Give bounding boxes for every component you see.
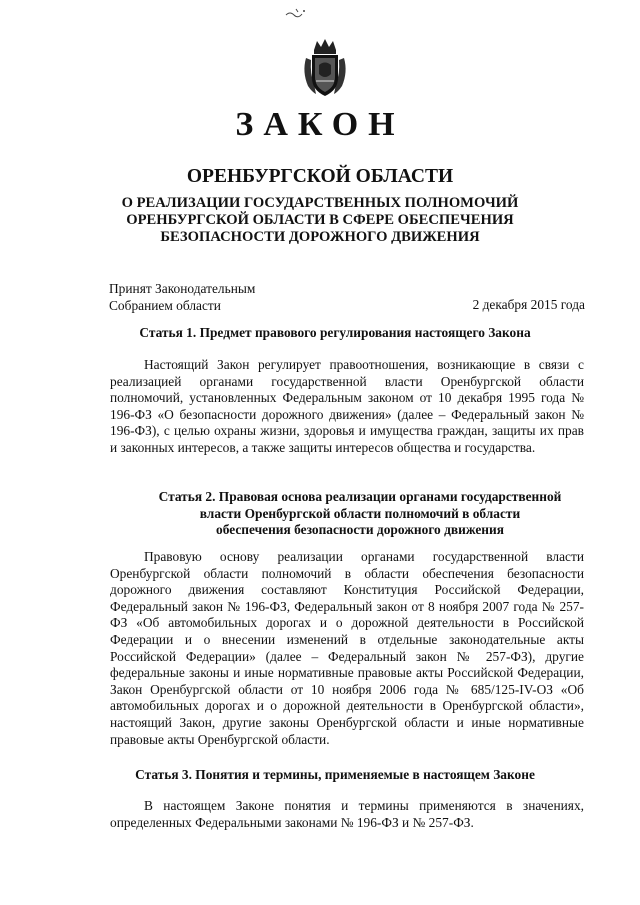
adopted-line: Собранием области bbox=[109, 298, 221, 313]
article-2-heading-line: власти Оренбургской области полномочий в области bbox=[199, 505, 521, 521]
article-2-heading bbox=[130, 489, 590, 539]
scan-mark-icon bbox=[284, 6, 308, 20]
article-1-heading: Статья 1. Предмет правового регулирования настоящего Закона bbox=[139, 325, 531, 340]
law-title: ЗАКОН bbox=[235, 106, 405, 143]
subtitle-line: О РЕАЛИЗАЦИИ ГОСУДАРСТВЕННЫХ ПОЛНОМОЧИЙ bbox=[121, 195, 519, 211]
subtitle-line: ОРЕНБУРГСКОЙ ОБЛАСТИ В СФЕРЕ ОБЕСПЕЧЕНИЯ bbox=[126, 212, 514, 228]
article-2-text: Правовую основу реализации органами государственной власти Оренбургской области полномочий в области обеспечения безопасности дорожного движения составляют Конституция Российской Федерации, Федеральный закон № 196-ФЗ, Федеральный закон от 8 ноября 2007 года № 257-ФЗ «Об автомобильных дорогах и о дорожной деятельности в Российской Федерации и о внесении изменений в отдельные законодательные акты Российской Федерации» (далее – Федеральный закон № 257-ФЗ), другие федеральные законы и иные нормативные правовые акты Российской Федерации, Закон Оренбургской области от 10 ноября 2006 года № 685/125-IV-ОЗ «Об автомобильных дорогах и о дорожной деятельности в Оренбургской области», настоящий Закон, другие законы Оренбургской области и иные нормативные правовые акты Оренбургской области. bbox=[110, 549, 584, 747]
adopted-date: 2 декабря 2015 года bbox=[472, 297, 585, 312]
subtitle-line: БЕЗОПАСНОСТИ ДОРОЖНОГО ДВИЖЕНИЯ bbox=[160, 229, 480, 245]
region-name: ОРЕНБУРГСКОЙ ОБЛАСТИ bbox=[186, 166, 454, 187]
article-1-text: Настоящий Закон регулирует правоотношения, возникающие в связи с реализацией органами государственной власти Оренбургской области полномочий, установленных Федеральным законом от 10 декабря 1995 года № 196-ФЗ «О безопасности дорожного движения» (далее – Федеральный закон № 196-ФЗ), с целью охраны жизни, здоровья и имущества граждан, защиты их прав и законных интересов, а также защиты интересов общества и государства. bbox=[110, 357, 584, 455]
adopted-by bbox=[109, 280, 255, 314]
article-3-text: В настоящем Законе понятия и термины применяются в значениях, определенных Федеральными законами № 196-ФЗ и № 257-ФЗ. bbox=[110, 798, 584, 830]
article-2-heading-line: Статья 2. Правовая основа реализации органами государственной bbox=[158, 489, 562, 504]
adopted-line: Принят Законодательным bbox=[109, 281, 256, 296]
article-3-heading: Статья 3. Понятия и термины, применяемые в настоящем Законе bbox=[135, 767, 535, 782]
law-subtitle bbox=[0, 195, 640, 246]
coat-of-arms-icon bbox=[302, 38, 348, 98]
article-2-heading-line: обеспечения безопасности дорожного движения bbox=[216, 522, 504, 537]
